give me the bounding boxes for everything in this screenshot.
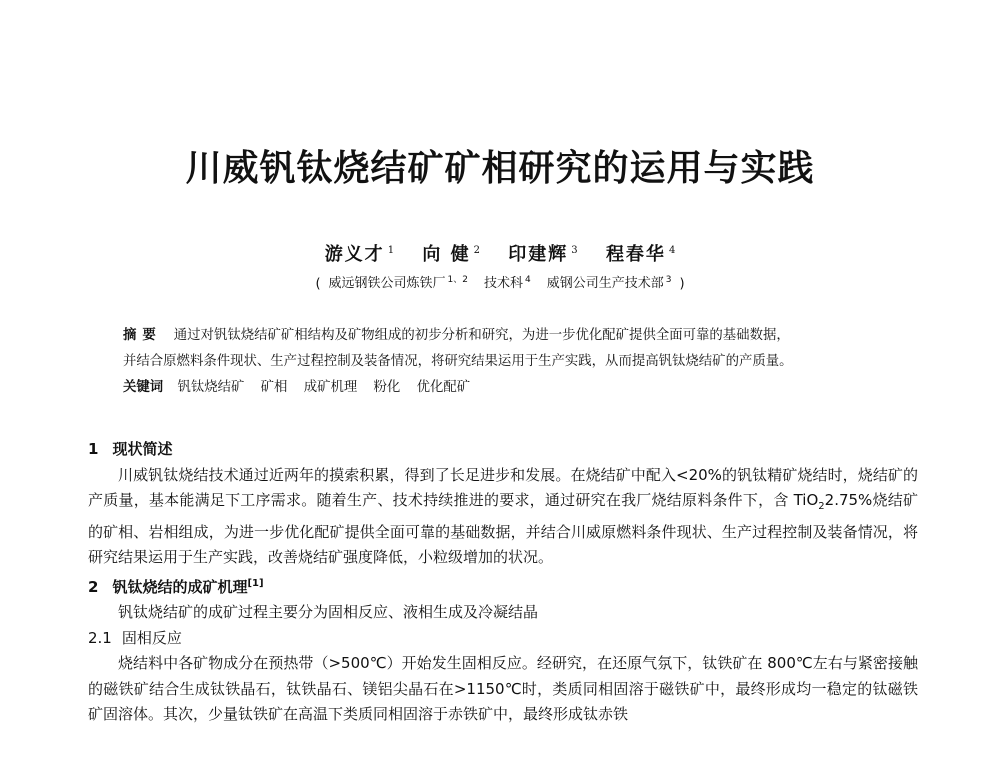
keyword: 优化配矿 <box>416 380 471 395</box>
affiliations <box>0 272 1000 291</box>
author-affil-mark: 1 <box>387 245 395 256</box>
keyword: 钒钛烧结矿 <box>177 380 245 395</box>
section-number: 2 <box>88 577 99 596</box>
abstract-label: 摘要 <box>123 328 162 343</box>
section-1-paragraph <box>88 463 918 571</box>
affil-mark: 4 <box>525 275 531 285</box>
affil-name: 技术科 <box>483 276 523 292</box>
author-name: 印建辉 <box>508 244 569 265</box>
section-number: 1 <box>88 440 99 458</box>
paragraph-text: 川威钒钛烧结技术通过近两年的摸索积累，得到了长足进步和发展。在烧结矿中配入<20%的钒钛精矿烧结时，烧结矿的产质量，基本能满足下工序需求。随着生产、技术持续推进的要求，通过研究在我厂烧结原料条件下，含 TiO <box>88 465 918 509</box>
paragraph-text: 2.75%烧结矿的矿相、岩相组成，为进一步优化配矿提供全面可靠的基础数据，并结合川威原燃料条件现状、生产过程控制及装备情况，将研究结果运用于生产实践，改善烧结矿强度降低，小粒级增加的状况。 <box>88 491 918 566</box>
abstract-line-1 <box>123 323 893 349</box>
author-1 <box>325 244 394 265</box>
affil-close-paren: ) <box>679 276 685 292</box>
affiliation-1 <box>329 276 468 291</box>
author-affil-mark: 3 <box>571 245 578 256</box>
author-list <box>0 240 1000 266</box>
author-name: 向 健 <box>422 244 471 265</box>
subscript: 2 <box>818 501 825 512</box>
keyword: 粉化 <box>373 380 401 395</box>
section-2-1-paragraph: 烧结料中各矿物成分在预热带（>500℃）开始发生固相反应。经研究，在还原气氛下，钛铁矿在 800℃左右与紧密接触的磁铁矿结合生成钛铁晶石，钛铁晶石、镁铝尖晶石在>1150℃时，类质同相固溶于磁铁矿中，最终形成均一稳定的钛磁铁矿固溶体。其次，少量钛铁矿在高温下类质同相固溶于赤铁矿中，最终形成钛赤铁 <box>88 654 918 723</box>
keywords-line <box>123 375 893 401</box>
abstract-block <box>123 323 893 401</box>
keyword: 成矿机理 <box>303 380 358 395</box>
author-3 <box>508 244 577 265</box>
author-name: 游义才 <box>324 244 385 265</box>
section-title: 钒钛烧结的成矿机理 <box>112 577 248 596</box>
affil-open-paren: ( <box>315 276 321 292</box>
author-4 <box>606 244 675 265</box>
affil-name: 威远钢铁公司炼铁厂 <box>328 276 446 292</box>
citation-ref: [1] <box>247 577 264 589</box>
author-2 <box>422 244 480 265</box>
affil-name: 威钢公司生产技术部 <box>546 276 664 292</box>
affil-mark: 1、2 <box>447 275 468 285</box>
author-affil-mark: 2 <box>473 245 480 256</box>
affiliation-3 <box>547 276 672 291</box>
section-title: 固相反应 <box>121 628 182 647</box>
abstract-line-2: 并结合原燃料条件现状、生产过程控制及装备情况，将研究结果运用于生产实践，从而提高钒钛烧结矿的产质量。 <box>123 354 793 369</box>
section-1-heading <box>88 437 918 463</box>
affil-mark: 3 <box>665 275 672 285</box>
author-affil-mark: 4 <box>668 245 676 256</box>
keywords-label: 关键词 <box>123 380 164 395</box>
body-text <box>88 437 918 728</box>
section-title: 现状简述 <box>112 440 173 458</box>
section-2-1-heading <box>88 626 918 652</box>
section-number: 2.1 <box>88 628 112 647</box>
section-2-paragraph: 钒钛烧结矿的成矿过程主要分为固相反应、液相生成及冷凝结晶 <box>118 603 539 621</box>
section-2-heading <box>88 571 918 601</box>
keyword: 矿相 <box>260 380 288 395</box>
affiliation-2 <box>484 276 531 291</box>
abstract-text: 通过对钒钛烧结矿矿相结构及矿物组成的初步分析和研究，为进一步优化配矿提供全面可靠的基础数据， <box>173 328 790 343</box>
author-name: 程春华 <box>605 244 666 265</box>
paper-title: 川威钒钛烧结矿矿相研究的运用与实践 <box>185 148 815 189</box>
